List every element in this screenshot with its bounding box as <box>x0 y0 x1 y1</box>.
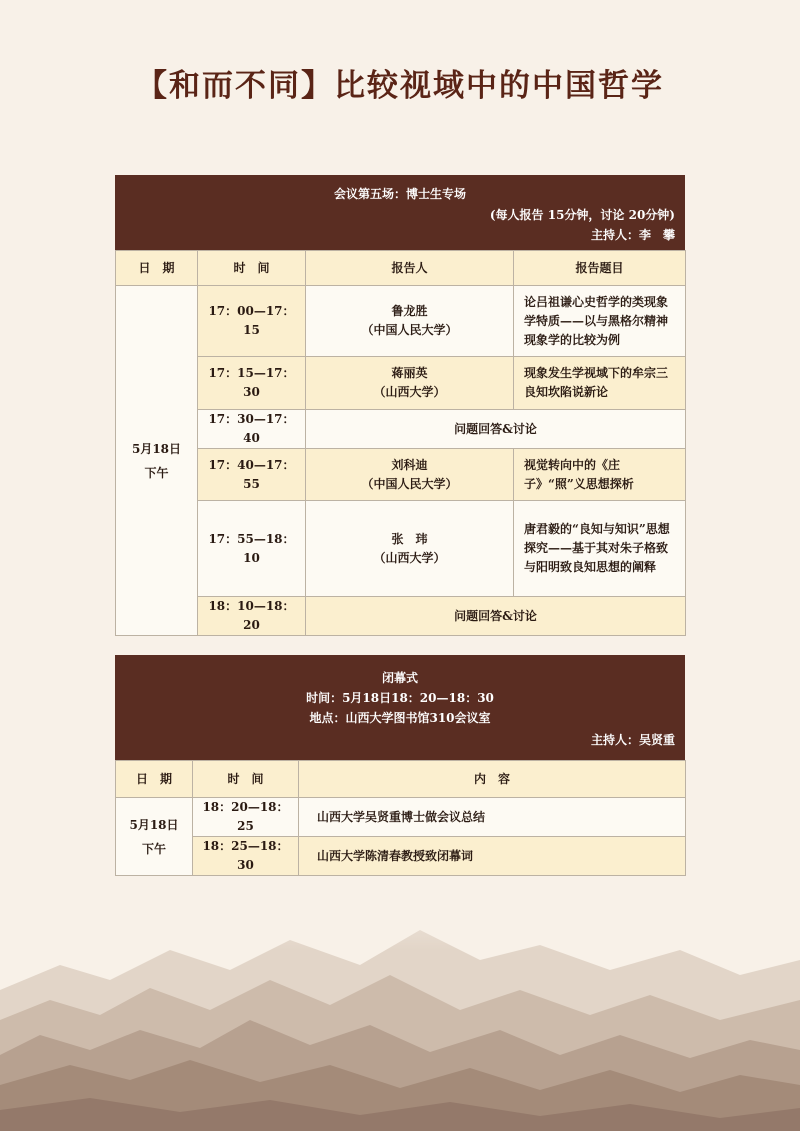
speaker-cell <box>306 286 514 357</box>
speaker-name: 张 玮 <box>391 531 428 546</box>
speaker-affiliation: （山西大学） <box>373 385 446 399</box>
mountain-landscape-background <box>0 870 800 1131</box>
table-row <box>116 798 686 837</box>
session5-block <box>115 175 685 636</box>
table-header-row <box>116 251 686 286</box>
table-row <box>116 410 686 449</box>
topic-cell: 唐君毅的“良知与知识”思想探究——基于其对朱子格致与阳明致良知思想的阐释 <box>514 501 686 597</box>
speaker-affiliation: （中国人民大学） <box>361 476 458 491</box>
closing-block <box>115 655 685 876</box>
column-header-date: 日 期 <box>116 761 193 798</box>
column-header-speaker: 报告人 <box>306 251 514 286</box>
column-header-topic: 报告题目 <box>514 251 686 286</box>
speaker-cell <box>306 501 514 597</box>
table-row <box>116 837 686 876</box>
speaker-affiliation: （中国人民大学） <box>361 323 458 337</box>
time-cell: 18：10—18：20 <box>198 597 306 636</box>
date-cell <box>116 798 193 876</box>
time-cell: 17：55—18：10 <box>198 501 306 597</box>
closing-time: 时间：5月18日18：20—18：30 <box>306 691 494 705</box>
date-text: 5月18日 <box>129 817 179 832</box>
closing-table <box>115 760 686 876</box>
column-header-content: 内 容 <box>299 761 686 798</box>
speaker-name: 蒋丽英 <box>391 366 428 380</box>
topic-cell: 现象发生学视域下的牟宗三良知坎陷说新论 <box>514 357 686 410</box>
time-cell: 17：30—17：40 <box>198 410 306 449</box>
time-cell: 17：40—17：55 <box>198 449 306 501</box>
table-row <box>116 357 686 410</box>
session5-host: 主持人：李 攀 <box>590 228 675 242</box>
content-cell: 山西大学吴贤重博士做会议总结 <box>299 798 686 837</box>
session5-table <box>115 250 686 636</box>
discussion-cell: 问题回答&讨论 <box>306 597 686 636</box>
speaker-affiliation: （山西大学） <box>373 550 446 565</box>
time-cell: 18：25—18：30 <box>193 837 299 876</box>
speaker-cell <box>306 357 514 410</box>
column-header-time: 时 间 <box>193 761 299 798</box>
date-text: 5月18日 <box>131 441 182 456</box>
table-row <box>116 597 686 636</box>
session5-note: (每人报告 15分钟，讨论 20分钟) <box>489 208 675 222</box>
table-row <box>116 286 686 357</box>
topic-cell: 视觉转向中的《庄子》“照”义思想探析 <box>514 449 686 501</box>
closing-host: 主持人：吴贤重 <box>590 733 675 747</box>
closing-name: 闭幕式 <box>381 671 418 685</box>
column-header-time: 时 间 <box>198 251 306 286</box>
table-row <box>116 449 686 501</box>
date-cell <box>116 286 198 636</box>
table-row <box>116 501 686 597</box>
time-cell: 17：00—17：15 <box>198 286 306 357</box>
time-cell: 17：15—17：30 <box>198 357 306 410</box>
speaker-name: 鲁龙胜 <box>391 304 428 318</box>
period-text: 下午 <box>144 465 169 480</box>
speaker-cell <box>306 449 514 501</box>
closing-header <box>115 655 685 760</box>
session5-header <box>115 175 685 250</box>
content-cell: 山西大学陈清春教授致闭幕词 <box>299 837 686 876</box>
column-header-date: 日 期 <box>116 251 198 286</box>
session5-name: 会议第五场：博士生专场 <box>333 187 466 201</box>
closing-location: 地点：山西大学图书馆310会议室 <box>309 711 491 725</box>
table-header-row <box>116 761 686 798</box>
discussion-cell: 问题回答&讨论 <box>306 410 686 449</box>
period-text: 下午 <box>141 841 166 856</box>
page-title: 【和而不同】比较视域中的中国哲学 <box>136 68 664 104</box>
speaker-name: 刘科迪 <box>391 457 428 472</box>
time-cell: 18：20—18：25 <box>193 798 299 837</box>
topic-cell: 论吕祖谦心史哲学的类现象学特质——以与黑格尔精神现象学的比较为例 <box>514 286 686 357</box>
